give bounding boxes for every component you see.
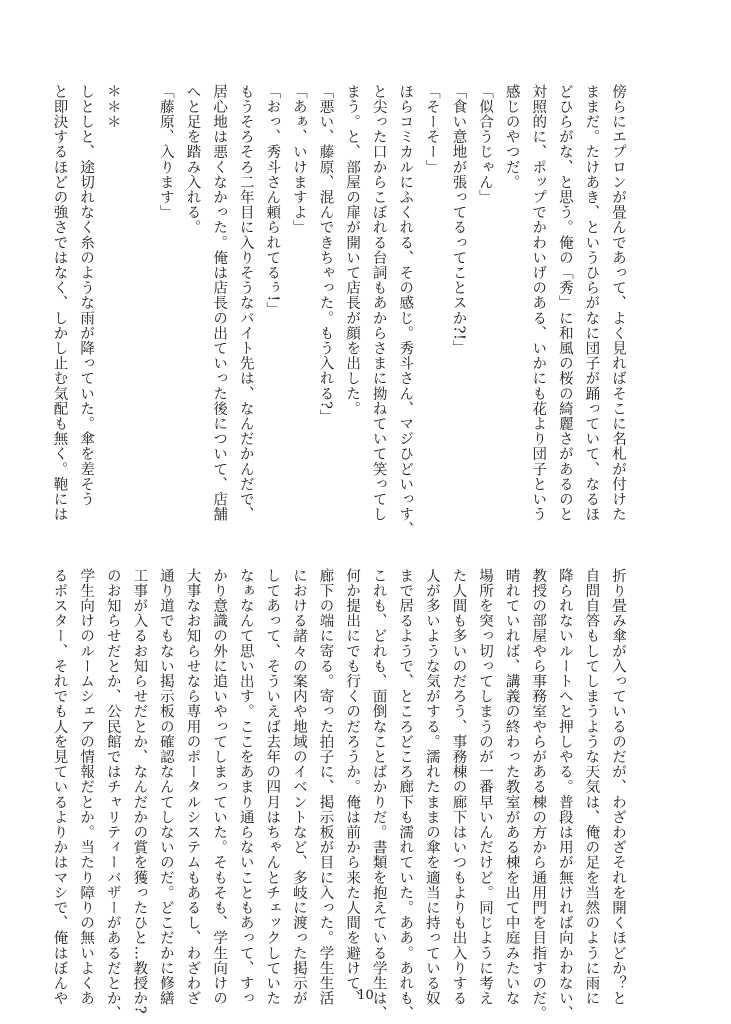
text-line: 「食い意地が張ってるってことスか?!」: [450, 84, 467, 356]
text-line: ＊＊＊: [104, 84, 121, 130]
text-line: まで居るようで、ところどころ廊下も濡れていた。ああ。あれも、: [397, 568, 414, 1021]
text-line: 「そーそー」: [423, 84, 440, 175]
text-line: 居心地は悪くなかった。俺は店長の出ていった後について、店舗: [211, 84, 228, 522]
text-line: と即決するほどの強さではなく、しかし止む気配も無く。鞄には: [51, 84, 68, 522]
text-line: 「悪い、藤原、混んできちゃった。もう入れる?」: [317, 84, 334, 425]
text-line: してあって、そういえば去年の四月はちゃんとチェックしていた: [264, 568, 281, 1006]
text-line: 「藤原、入ります」: [157, 84, 174, 220]
text-line: 何か提出にでも行くのだろうか。俺は前から来た人間を避けて、: [344, 568, 361, 1006]
text-line: 大事なお知らせなら専用のポータルシステムもあるし、わざわざ: [184, 568, 201, 1006]
text-line: 自問自答もしてしまうような天気は、俺の足を当然のように雨に: [583, 568, 600, 1006]
text-line: 「あぁ、いけますよ」: [290, 84, 307, 235]
text-line: [126, 84, 153, 500]
text-line: 降られないルートへと押しやる。普段は用が無ければ向かわない、: [556, 568, 573, 1021]
text-line: 教授の部屋やら事務室やらがある棟の方から通用門を目指すのだ。: [530, 568, 547, 1021]
text-line: における諸々の案内や地域のイベントなど、多岐に渡った掲示が: [290, 568, 307, 1006]
text-line: 場所を突っ切ってしまうのが一番早いんだけど。同じように考え: [477, 568, 494, 1006]
text-line: 傍らにエプロンが畳んであって、よく見ればそこに名札が付けた: [610, 84, 626, 522]
text-line: のお知らせだとか、公民館ではチャリティーバザーがあるだとか、: [104, 568, 121, 1021]
text-line: どひらがな、と思う。俺の「秀」に和風の桜の綺麗さがあるのと: [556, 84, 573, 522]
text-line: しとしと、途切れなく糸のような雨が降っていた。傘を差そう: [78, 84, 95, 507]
text-line: 「おっ、秀斗さん頼られてるぅ!」: [264, 84, 281, 317]
text-line: これも、どれも、面倒なことばかりだ。書類を抱えている学生は、: [370, 568, 387, 1021]
text-line: 工事が入るお知らせだとか、なんだかの賞を獲ったひと…教授か?: [131, 568, 148, 1015]
text-line: と尖った口からこぼれる台詞もあからさまに拗ねていて笑ってし: [370, 84, 387, 522]
text-line: 通り道でもない掲示板の確認なんてしないのだ。どこだかに修繕: [157, 568, 174, 1006]
text-line: まう。と、部屋の扉が開いて店長が顔を出した。: [344, 84, 361, 417]
text-line: ほらコミカルにふくれる、その感じ。秀斗さん、マジひどいっす、: [397, 84, 414, 537]
text-line: かり意識の外に追いやってしまっていた。そもそも、学生向けの: [211, 568, 228, 1006]
text-line: 対照的に、ポップでかわいげのある、いかにも花より団子という: [530, 84, 547, 522]
text-line: なぁなんて思い出す。ここをあまり通らないこともあって、すっ: [237, 568, 254, 1006]
text-line: るポスター、それでも人を見ているよりかはマシで、俺はぼんや: [51, 568, 68, 1006]
upper-text-block: [51, 84, 631, 537]
text-line: もうそろそろ二年目に入りそうなバイト先は、なんだかんだで、: [237, 84, 254, 522]
text-line: 廊下の端に寄る。寄った拍子に、掲示板が目に入った。学生生活: [317, 568, 334, 1006]
text-line: 人が多いような気がする。濡れたままの傘を適当に持っている奴: [423, 568, 440, 1006]
text-line: た人間も多いのだろう、事務棟の廊下はいつもよりも出入りする: [450, 568, 467, 1006]
text-line: 晴れていれば、講義の終わった教室がある棟を出て中庭みたいな: [503, 568, 520, 1006]
text-line: へと足を踏み入れる。: [184, 84, 201, 235]
text-line: 学生向けのルームシェアの情報だとか。当たり障りの無いよくあ: [78, 568, 95, 1006]
text-line: 感じのやつだ。: [503, 84, 520, 190]
page-number: 10: [357, 988, 374, 1003]
text-line: 「似合うじゃん」: [477, 84, 494, 205]
text-line: ままだ。たけあき、というひらがなに団子が踊っていて、なるほ: [583, 84, 600, 522]
text-line: 折り畳み傘が入っているのだが、わざわざそれを開くほどか？と: [610, 568, 626, 1006]
